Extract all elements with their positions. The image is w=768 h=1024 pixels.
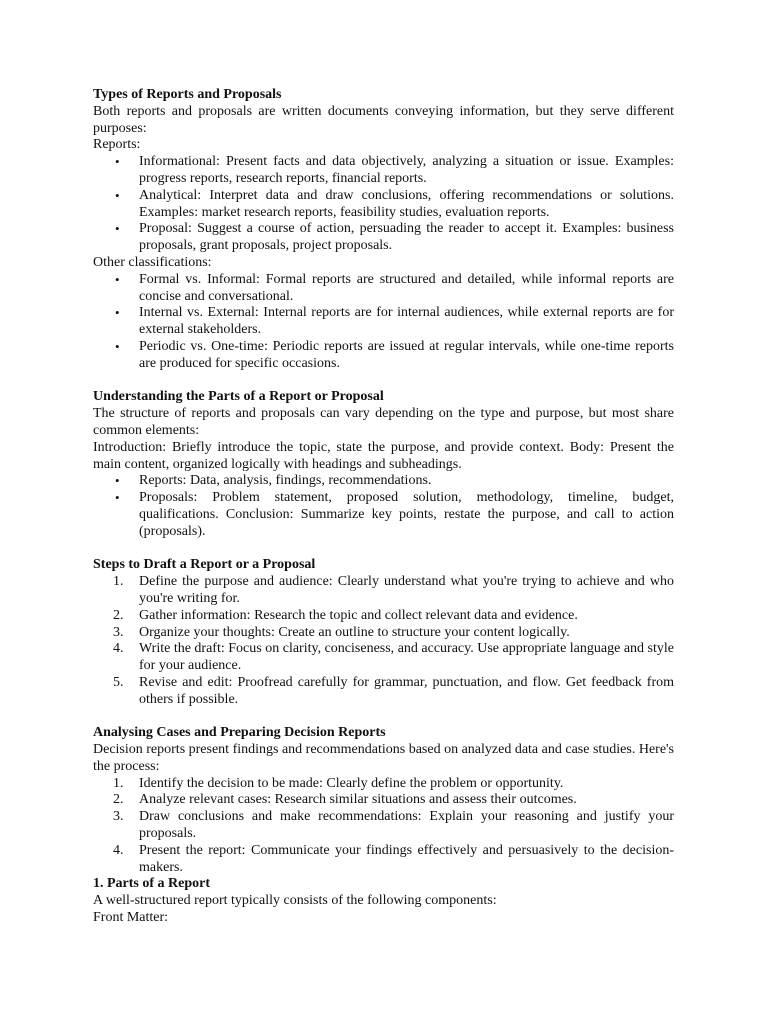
section-steps-to-draft [93,557,674,708]
section-parts-of-a-report [93,876,674,926]
list-item-text: Present the report: Communicate your findings effectively and persuasively to the decision-makers. [139,842,674,875]
bullet-list [93,473,674,540]
section-decision-reports [93,725,674,876]
paragraph: The structure of reports and proposals can vary depending on the type and purpose, but most share common elements: [93,406,674,438]
list-item [93,625,674,642]
section-heading: Steps to Draft a Report or a Proposal [93,557,316,573]
label: Front Matter: [93,910,169,926]
spacer [93,541,674,558]
list-number: 4. [113,641,124,657]
list-item-text: Proposal: Suggest a course of action, persuading the reader to accept it. Examples: business proposals, grant proposals, project proposals. [139,221,674,254]
list-number: 2. [113,792,124,808]
bullet-icon: • [115,338,120,354]
label: Other classifications: [93,254,212,270]
list-item [93,641,674,675]
list-item-text: Organize your thoughts: Create an outline to structure your content logically. [139,624,570,640]
list-item [93,792,674,809]
paragraph: Introduction: Briefly introduce the topic, state the purpose, and provide context. Body: Present the main content, organized logically with headings and subheadings. [93,439,674,472]
list-item-text: Periodic vs. One-time: Periodic reports are issued at regular intervals, while one-time reports are produced for specific occasions. [139,338,674,371]
list-item [93,221,674,255]
list-item [93,809,674,843]
list-item [93,776,674,793]
bullet-icon: • [115,490,120,506]
section-parts-of-report-or-proposal [93,389,674,540]
paragraph: Decision reports present findings and recommendations based on analyzed data and case studies. Here's the process: [93,742,674,774]
numbered-list [93,776,674,877]
list-item [93,154,674,188]
list-item [93,843,674,877]
section-heading: 1. Parts of a Report [93,876,211,892]
bullet-icon: • [115,221,120,237]
list-item-text: Analytical: Interpret data and draw conclusions, offering recommendations or solutions. Examples: market research reports, feasibility studies, evaluation reports. [139,187,674,220]
list-item-text: Identify the decision to be made: Clearly define the problem or opportunity. [139,775,564,791]
section-heading: Analysing Cases and Preparing Decision Reports [93,725,386,741]
list-item-text: Analyze relevant cases: Research similar situations and assess their outcomes. [139,792,577,808]
list-item [93,574,674,608]
section-heading: Understanding the Parts of a Report or Proposal [93,389,384,405]
list-item-text: Gather information: Research the topic and collect relevant data and evidence. [139,607,578,623]
list-item [93,305,674,339]
label: Reports: [93,137,141,153]
list-item-text: Write the draft: Focus on clarity, conciseness, and accuracy. Use appropriate language and style for your audience. [139,641,674,674]
list-item [93,608,674,625]
bullet-icon: • [115,154,120,170]
document-page [93,87,674,927]
paragraph: A well-structured report typically consists of the following components: [93,893,497,909]
list-item-text: Reports: Data, analysis, findings, recommendations. [139,473,432,489]
list-item [93,272,674,306]
list-item [93,188,674,222]
list-number: 1. [113,574,124,590]
list-number: 1. [113,775,124,791]
bullet-icon: • [115,473,120,489]
list-item [93,675,674,709]
spacer [93,708,674,725]
list-item-text: Internal vs. External: Internal reports are for internal audiences, while external reports are for external stakeholders. [139,305,674,338]
bullet-icon: • [115,271,120,287]
bullet-icon: • [115,187,120,203]
list-number: 3. [113,624,124,640]
spacer [93,373,674,390]
bullet-list [93,154,674,255]
bullet-icon: • [115,305,120,321]
bullet-list [93,272,674,373]
numbered-list [93,574,674,708]
list-number: 2. [113,607,124,623]
list-item [93,339,674,373]
list-item-text: Define the purpose and audience: Clearly understand what you're trying to achieve and who you're writing for. [139,574,674,606]
list-item-text: Informational: Present facts and data objectively, analyzing a situation or issue. Examples: progress reports, research reports, financial reports. [139,154,674,186]
list-item [93,490,674,540]
list-item-text: Proposals: Problem statement, proposed solution, methodology, timeline, budget, qualifications. Conclusion: Summarize key points, restate the purpose, and call to action (proposals). [139,490,674,539]
list-number: 3. [113,809,124,825]
list-item-text: Draw conclusions and make recommendations: Explain your reasoning and justify your proposals. [139,809,674,842]
list-item-text: Formal vs. Informal: Formal reports are structured and detailed, while informal reports are concise and conversational. [139,271,674,304]
list-item [93,473,674,490]
paragraph: Both reports and proposals are written documents conveying information, but they serve different purposes: [93,103,674,136]
list-number: 4. [113,842,124,858]
section-heading: Types of Reports and Proposals [93,87,282,102]
list-number: 5. [113,674,124,690]
list-item-text: Revise and edit: Proofread carefully for grammar, punctuation, and flow. Get feedback from others if possible. [139,674,674,707]
section-types-of-reports [93,87,674,373]
